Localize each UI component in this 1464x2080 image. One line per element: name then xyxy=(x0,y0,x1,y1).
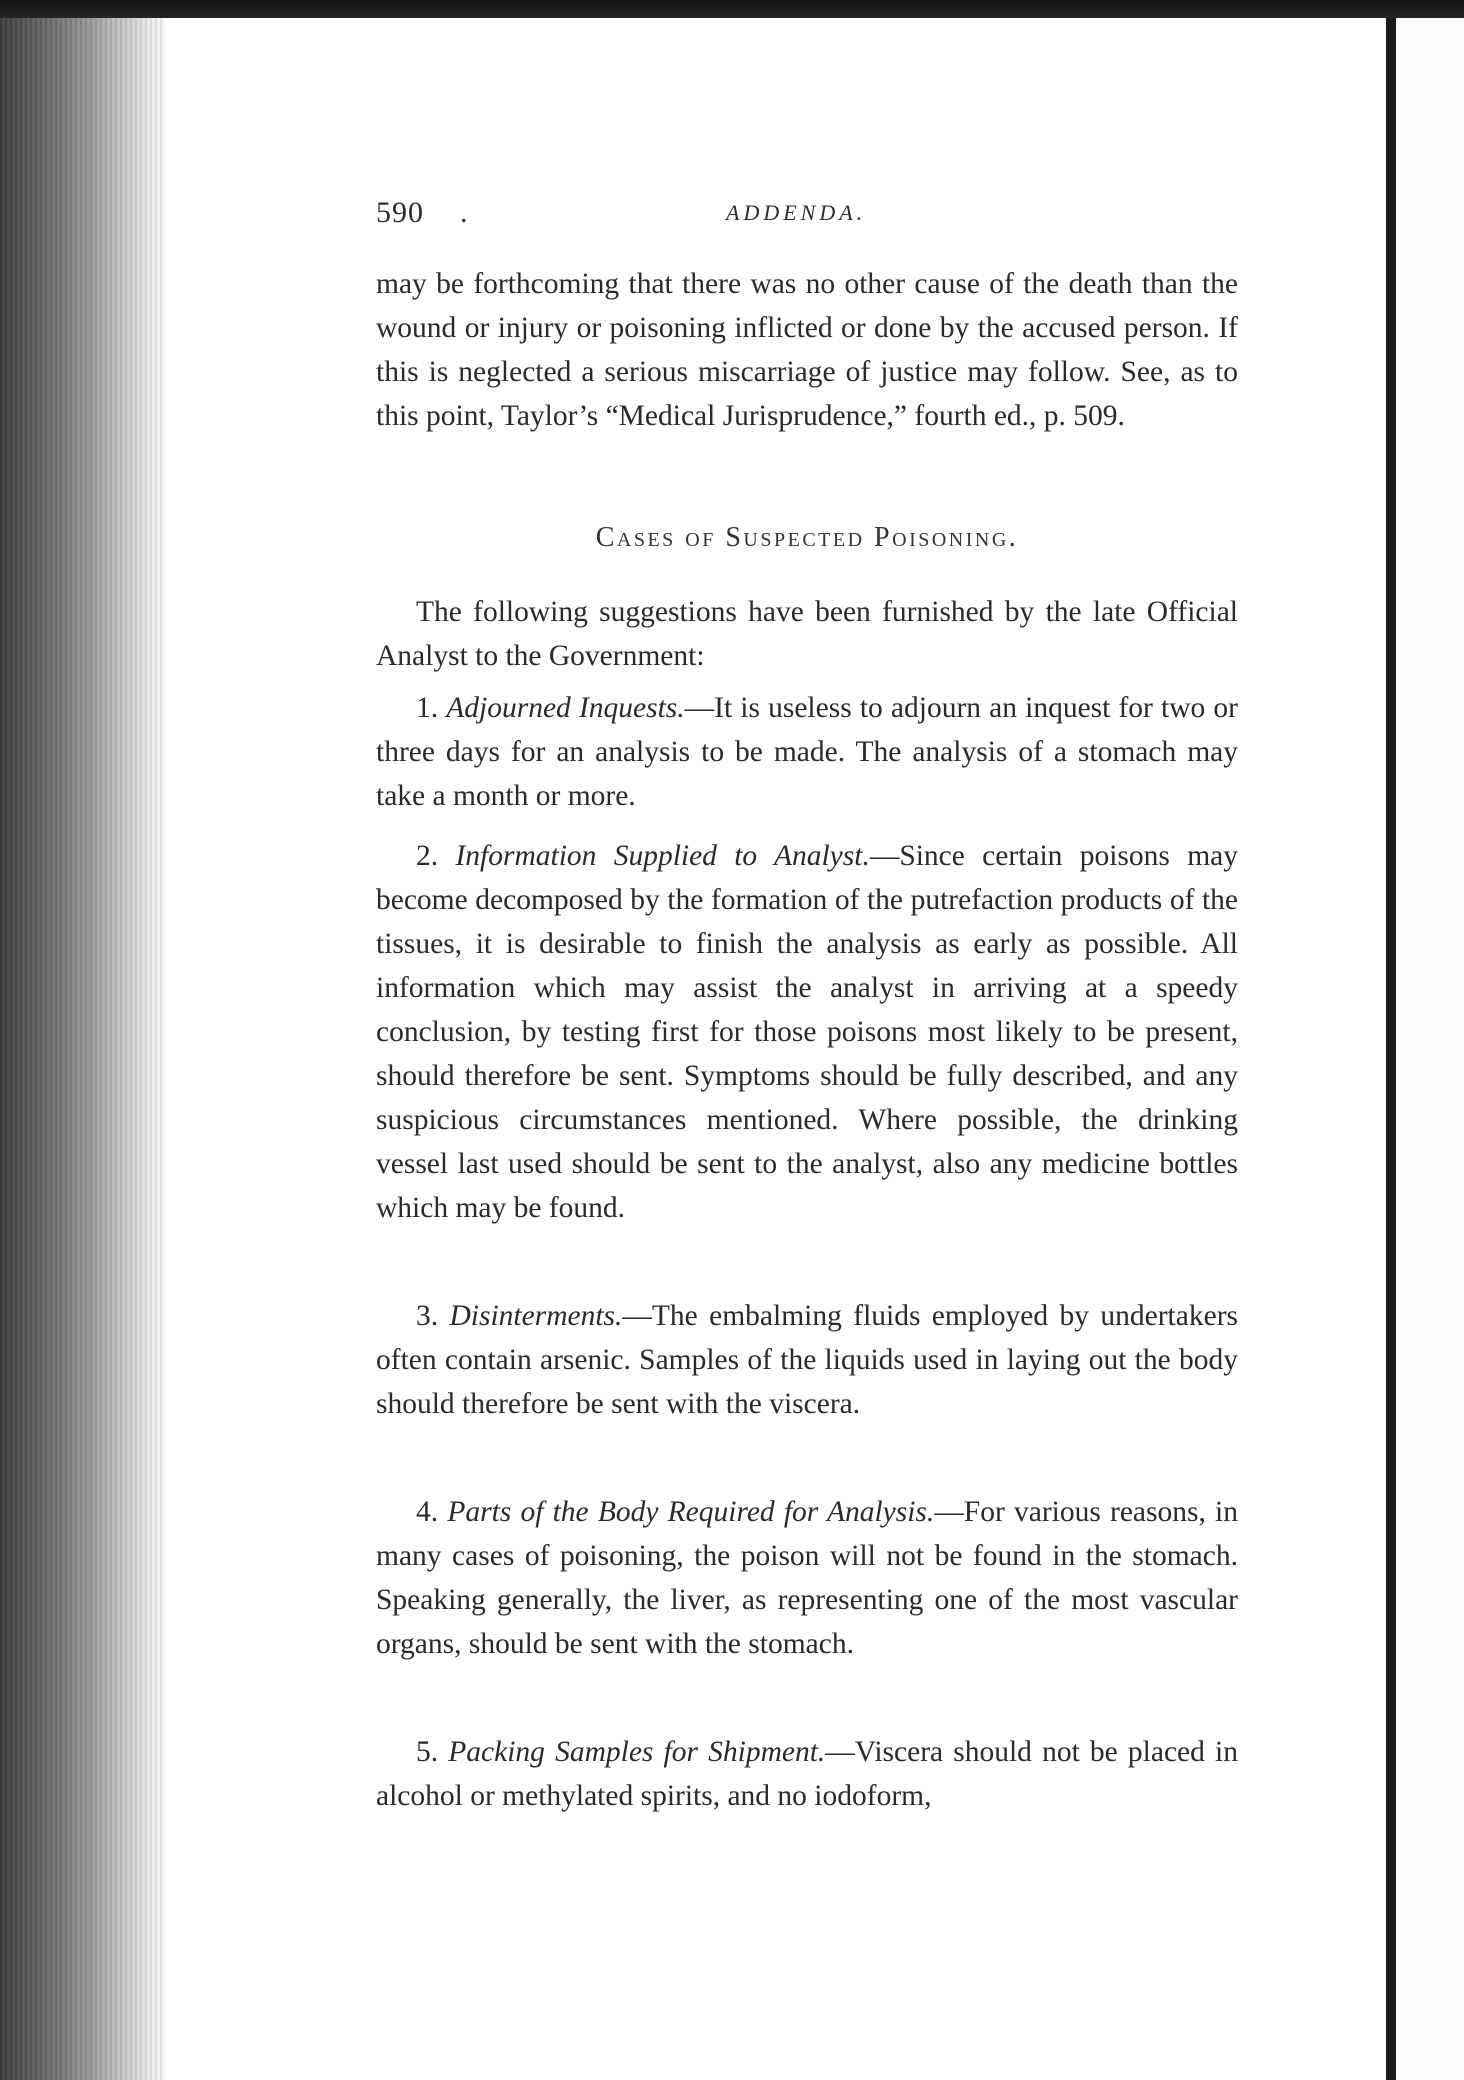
header-separator: . xyxy=(460,196,468,229)
running-head: ADDENDA. xyxy=(726,200,867,225)
gutter-shadow xyxy=(1386,18,1396,2080)
item-title: Parts of the Body Required for Analysis. xyxy=(447,1496,935,1528)
item-body: —The embalming fluids employed by undertakers often contain arsenic. Samples of the liquids used in laying out the body should therefore be sent with the viscera. xyxy=(376,1300,1238,1420)
item-paragraph xyxy=(376,686,1238,818)
lead-block xyxy=(376,590,1238,678)
item-title: Disinterments. xyxy=(449,1300,623,1332)
item-number: 2. xyxy=(416,840,439,872)
item-paragraph xyxy=(376,834,1238,1230)
item-body: —Since certain poisons may become decomposed by the formation of the putrefaction products of the tissues, it is desirable to finish the analysis as early as possible. All information which may assist the analyst in arriving at a speedy conclusion, by testing first for those poisons most likely to be present, should therefore be sent. Symptoms should be fully described, and any suspicious circumstances mentioned. Where possible, the drinking vessel last used should be sent to the analyst, also any medicine bottles which may be found. xyxy=(376,840,1238,1224)
item-paragraph xyxy=(376,1294,1238,1426)
item-title: Packing Samples for Shipment. xyxy=(448,1736,826,1768)
item-1 xyxy=(376,686,1238,818)
item-4 xyxy=(376,1490,1238,1666)
item-number: 4. xyxy=(416,1496,439,1528)
item-5 xyxy=(376,1730,1238,1818)
item-body: —Viscera should not be placed in alcohol or methylated spirits, and no iodoform, xyxy=(376,1736,1238,1812)
item-number: 5. xyxy=(416,1736,439,1768)
item-title: Adjourned Inquests. xyxy=(446,692,685,724)
intro-paragraph: may be forthcoming that there was no other cause of the death than the wound or injury or poisoning inflicted or done by the accused person. If this is neglected a serious miscarriage of justice may follow. See, as to this point, Taylor’s “Medical Jurisprudence,” fourth ed., p. 509. xyxy=(376,268,1238,432)
item-number: 1. xyxy=(416,692,439,724)
lead-paragraph: The following suggestions have been furnished by the late Official Analyst to the Government: xyxy=(376,596,1238,672)
intro-block xyxy=(376,262,1238,438)
page-number: 590 xyxy=(376,196,424,229)
section-heading: Cases of Suspected Poisoning. xyxy=(595,522,1019,553)
book-page-edges xyxy=(0,18,165,2080)
item-number: 3. xyxy=(416,1300,439,1332)
item-body: —For various reasons, in many cases of poisoning, the poison will not be found in the stomach. Speaking generally, the liver, as representing one of the most vascular organs, should be sent with the stomach. xyxy=(376,1496,1238,1660)
item-body: —It is useless to adjourn an inquest for two or three days for an analysis to be made. The analysis of a stomach may take a month or more. xyxy=(376,692,1238,812)
page-header xyxy=(376,196,1238,236)
item-3 xyxy=(376,1294,1238,1426)
item-2 xyxy=(376,834,1238,1230)
item-paragraph xyxy=(376,1730,1238,1818)
item-paragraph xyxy=(376,1490,1238,1666)
item-title: Information Supplied to Analyst. xyxy=(455,840,870,872)
facing-page-edge xyxy=(1396,18,1464,2080)
